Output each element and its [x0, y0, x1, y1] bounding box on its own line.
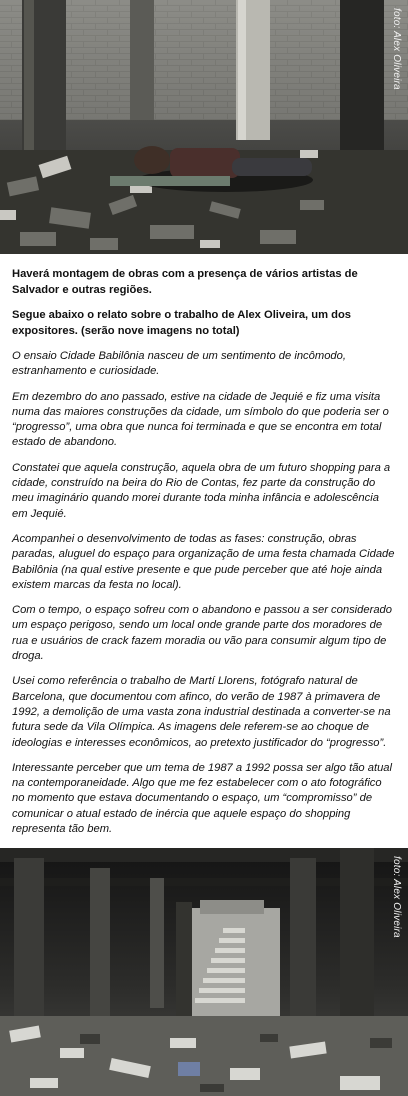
top-photo-image	[0, 0, 408, 254]
photo-credit: foto: Alex Oliveira	[391, 856, 402, 938]
article-paragraph: Acompanhei o desenvolvimento de todas as fases: construção, obras paradas, aluguel do espaço para organização de uma festa chamada Cidade Babilônia (na qual estive presente e que pude perceber que até hoje ainda existem marcas da festa no local).	[12, 532, 395, 591]
intro-paragraph: Segue abaixo o relato sobre o trabalho de Alex Oliveira, um dos expositores. (serão nove imagens no total)	[12, 309, 352, 337]
bottom-photo	[0, 848, 408, 1096]
article-paragraph: Constatei que aquela construção, aquela obra de um futuro shopping para a cidade, construído na beira do Rio de Contas, fez parte da construção do meu imaginário quando morei durante toda minha infância e adolescência em Jequié.	[12, 461, 391, 520]
article-paragraph: Com o tempo, o espaço sofreu com o abandono e passou a ser considerado um espaço perigoso, sendo um local onde grande parte dos moradores de rua e usuários de crack fazem moradia ou vão para consumir algum tipo de droga.	[12, 604, 392, 663]
photo-credit: foto: Alex Oliveira	[391, 8, 402, 90]
intro-paragraph: Haverá montagem de obras com a presença de vários artistas de Salvador e outras regiões.	[12, 268, 358, 296]
article-paragraph: Usei como referência o trabalho de Martí Llorens, fotógrafo natural de Barcelona, que documentou com afinco, do verão de 1987 à primavera de 1992, a demolição de uma vasta zona industrial destinada a converter-se na futura sede da Vila Olímpica. As imagens dele referem-se ao choque de ideologias e interesses econômicos, ao pretexto justificador do “progresso”.	[12, 675, 391, 749]
article-paragraph: O ensaio Cidade Babilônia nasceu de um sentimento de incômodo, estranhamento e curiosidade.	[12, 350, 346, 378]
top-photo	[0, 0, 408, 254]
article-body	[0, 254, 408, 837]
bottom-photo-image	[0, 848, 408, 1096]
article-paragraph: Interessante perceber que um tema de 1987 a 1992 possa ser algo tão atual na contemporaneidade. Algo que me fez estabelecer com o ato fotográfico no momento que estava documentando o espaço, um “compromisso” de comunicar o atual estado de inércia que aquele espaço do shopping representa tão bem.	[12, 761, 393, 836]
article-paragraph: Em dezembro do ano passado, estive na cidade de Jequié e fiz uma visita numa das maiores construções da cidade, um símbolo do que poderia ser o “progresso”, uma obra que nunca foi terminada e que se encontra em total estado de abandono.	[12, 390, 389, 449]
